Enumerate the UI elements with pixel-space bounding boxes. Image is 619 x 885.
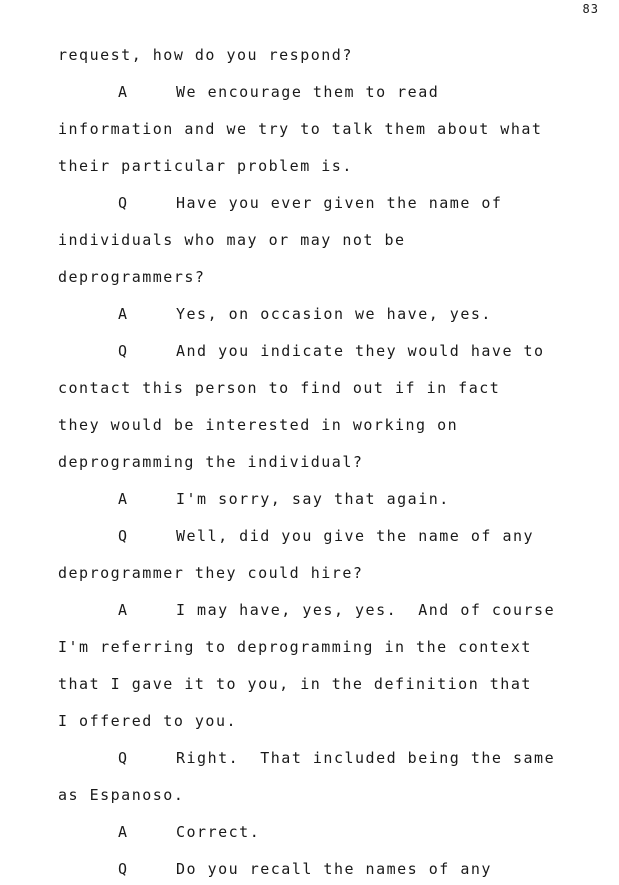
line-text: Yes, on occasion we have, yes. (176, 305, 492, 323)
transcript-line (118, 342, 545, 360)
transcript-line (118, 860, 492, 878)
transcript-line: their particular problem is. (58, 157, 353, 175)
transcript-line: deprogramming the individual? (58, 453, 364, 471)
line-text: Do you recall the names of any (176, 860, 492, 878)
speaker-label: A (118, 490, 129, 508)
speaker-label: Q (118, 749, 129, 767)
line-text: Have you ever given the name of (176, 194, 503, 212)
transcript-line: deprogrammers? (58, 268, 206, 286)
transcript-line (118, 83, 439, 101)
transcript-line: I offered to you. (58, 712, 238, 730)
line-text: Right. That included being the same (176, 749, 556, 767)
line-text: I may have, yes, yes. And of course (176, 601, 556, 619)
transcript-line (118, 490, 450, 508)
transcript-line (118, 823, 260, 841)
line-text: And you indicate they would have to (176, 342, 545, 360)
line-text: Correct. (176, 823, 261, 841)
speaker-label: Q (118, 342, 129, 360)
speaker-label: Q (118, 527, 129, 545)
transcript-line: I'm referring to deprogramming in the context (58, 638, 532, 656)
page-number: 83 (582, 2, 599, 16)
speaker-label: A (118, 823, 129, 841)
transcript-line (118, 194, 502, 212)
transcript-line (118, 749, 555, 767)
transcript-line: as Espanoso. (58, 786, 185, 804)
speaker-label: Q (118, 194, 129, 212)
transcript-line (118, 527, 534, 545)
transcript-line: deprogrammer they could hire? (58, 564, 364, 582)
speaker-label: Q (118, 860, 129, 878)
line-text: Well, did you give the name of any (176, 527, 535, 545)
transcript-line: information and we try to talk them about what (58, 120, 543, 138)
transcript-line (118, 601, 555, 619)
transcript-line: request, how do you respond? (58, 46, 353, 64)
speaker-label: A (118, 601, 129, 619)
transcript-line: they would be interested in working on (58, 416, 459, 434)
transcript-line (118, 305, 492, 323)
transcript-line: individuals who may or may not be (58, 231, 406, 249)
transcript-line: contact this person to find out if in fact (58, 379, 501, 397)
speaker-label: A (118, 83, 129, 101)
line-text: I'm sorry, say that again. (176, 490, 450, 508)
speaker-label: A (118, 305, 129, 323)
line-text: We encourage them to read (176, 83, 440, 101)
transcript-line: that I gave it to you, in the definition that (58, 675, 532, 693)
